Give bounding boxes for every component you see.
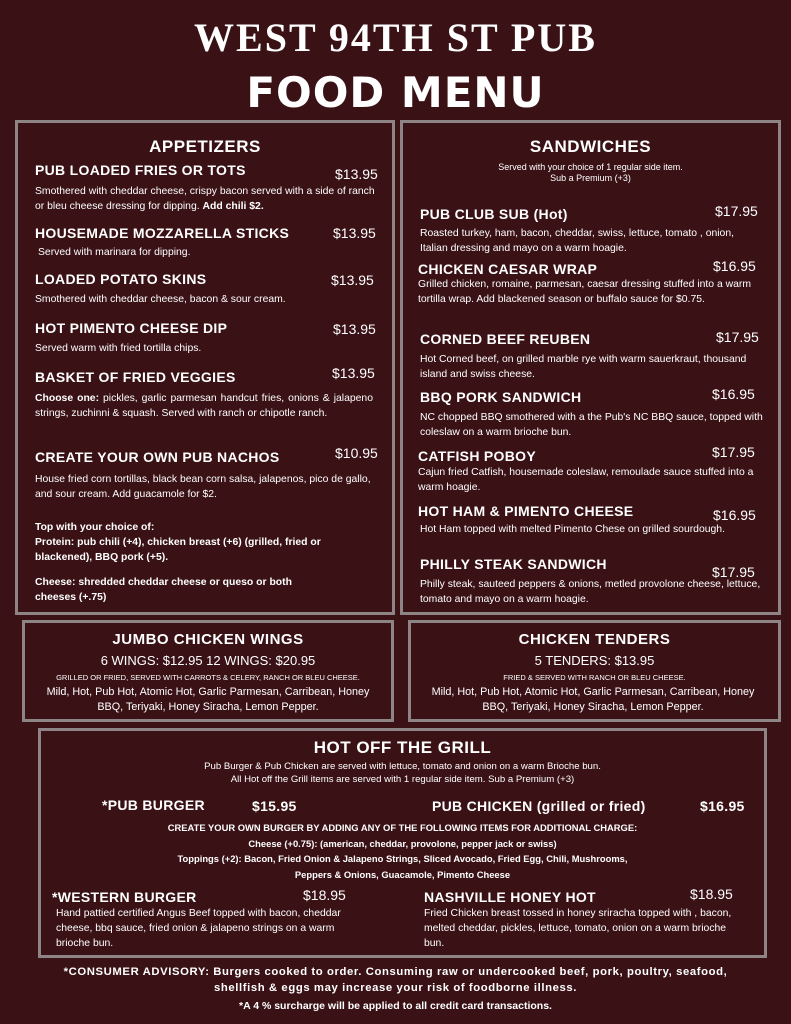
menu-title: FOOD MENU — [246, 68, 545, 117]
sandwich-desc: Cajun fried Catfish, housemade coleslaw, remoulade sauce stuffed into a warm hoagie. — [418, 467, 754, 493]
sandwich-name: HOT HAM & PIMENTO CHEESE — [418, 503, 634, 519]
grill-subtitle: Pub Burger & Pub Chicken are served with lettuce, tomato and onion on a warm Brioche bun. All Hot off the Grill items are served with 1 regular side item. Sub a Premium (+3) — [204, 761, 601, 785]
wings-prices: 6 WINGS: $12.95 12 WINGS: $20.95 — [100, 653, 316, 668]
sandwich-desc: Hot Corned beef, on grilled marble rye with warm sauerkraut, thousand island and swiss cheese. — [420, 354, 747, 380]
appetizer-name: LOADED POTATO SKINS — [35, 271, 207, 287]
nacho-cheese-options: Cheese: shredded cheddar cheese or queso or both cheeses (+.75) — [35, 577, 292, 603]
tenders-prices: 5 TENDERS: $13.95 — [534, 653, 655, 668]
appetizer-desc: Served warm with fried tortilla chips. — [35, 343, 202, 354]
sandwich-price: $17.95 — [712, 564, 755, 580]
sandwich-price: $17.95 — [715, 203, 758, 219]
nashville-desc: Fried Chicken breast tossed in honey sriracha topped with , bacon, melted cheddar, pickles, lettuce, tomato, onion on a warm brioche bun. — [424, 908, 732, 949]
sandwiches-subtitle: Served with your choice of 1 regular side item. Sub a Premium (+3) — [498, 162, 683, 183]
appetizer-desc: House fried corn tortillas, black bean corn salsa, jalapenos, pico de gallo, and sour cream. Add guacamole for $2. — [35, 474, 371, 500]
pub-chicken-price: $16.95 — [700, 798, 745, 814]
appetizer-desc: Smothered with cheddar cheese, bacon & sour cream. — [35, 294, 286, 305]
appetizer-price: $13.95 — [333, 321, 376, 337]
appetizer-name: HOUSEMADE MOZZARELLA STICKS — [35, 225, 290, 241]
pub-chicken-name: PUB CHICKEN (grilled or fried) — [432, 798, 646, 814]
appetizer-desc: Choose one: pickles, garlic parmesan handcut fries, onions & jalapeno strings, zuchinni & squash. Served with ranch or chipotle ranch. — [35, 393, 373, 419]
appetizer-desc: Served with marinara for dipping. — [38, 247, 191, 258]
nashville-name: NASHVILLE HONEY HOT — [424, 889, 596, 905]
tenders-note: FRIED & SERVED WITH RANCH OR BLEU CHEESE. — [503, 673, 686, 682]
western-burger-name: *WESTERN BURGER — [52, 889, 197, 905]
sandwich-name: BBQ PORK SANDWICH — [420, 389, 582, 405]
sandwich-price: $17.95 — [712, 444, 755, 460]
sandwich-desc: Philly steak, sauteed peppers & onions, metled provolone cheese, lettuce, tomato and mayo on a warm hoagie. — [420, 579, 761, 605]
wings-note: GRILLED OR FRIED, SERVED WITH CARROTS & CELERY, RANCH OR BLEU CHEESE. — [56, 673, 360, 682]
wings-flavors: Mild, Hot, Pub Hot, Atomic Hot, Garlic Parmesan, Carribean, Honey BBQ, Teriyaki, Honey Siracha, Lemon Pepper. — [46, 686, 370, 713]
surcharge-notice: *A 4 % surcharge will be applied to all credit card transactions. — [239, 1000, 552, 1012]
western-burger-desc: Hand pattied certified Angus Beef topped with bacon, cheddar cheese, bbq sauce, fried onion & jalapeno strings on a warm brioche bun. — [56, 908, 341, 949]
sandwiches-title: SANDWICHES — [529, 137, 652, 156]
sandwich-desc: NC chopped BBQ smothered with a the Pub's NC BBQ sauce, topped with coleslaw on a warm brioche bun. — [420, 412, 763, 438]
consumer-advisory: *CONSUMER ADVISORY: Burgers cooked to order. Consuming raw or undercooked beef, pork, poultry, seafood, shellfish & eggs may increase your risk of foodborne illness. — [63, 966, 728, 994]
sandwich-desc: Grilled chicken, romaine, parmesan, caesar dressing stuffed into a warm tortilla wrap. Add blackened season or buffalo sauce for $0.75. — [418, 279, 752, 305]
sandwich-price: $16.95 — [713, 258, 756, 274]
wings-title: JUMBO CHICKEN WINGS — [112, 631, 304, 648]
grill-title: HOT OFF THE GRILL — [313, 738, 492, 757]
appetizer-price: $13.95 — [335, 166, 378, 182]
appetizer-name: PUB LOADED FRIES OR TOTS — [35, 162, 246, 178]
create-burger-info: CREATE YOUR OWN BURGER BY ADDING ANY OF THE FOLLOWING ITEMS FOR ADDITIONAL CHARGE: Cheese (+0.75): (american, cheddar, provolone, pepper jack or swiss) Toppings (+2): Bacon, Fried Onion & Jalapeno Strings, Sliced Avocado, Fried Egg, Chili, Mushrooms, Peppers & Onions, Guacamole, Pimento Cheese — [167, 822, 638, 880]
sandwich-name: CATFISH POBOY — [418, 448, 536, 464]
sandwich-name: CORNED BEEF REUBEN — [420, 331, 591, 347]
sandwich-desc: Roasted turkey, ham, bacon, cheddar, swiss, lettuce, tomato , onion, Italian dressing and mayo on a warm hoagie. — [420, 228, 735, 254]
tenders-flavors: Mild, Hot, Pub Hot, Atomic Hot, Garlic Parmesan, Carribean, Honey BBQ, Teriyaki, Honey Siracha, Lemon Pepper. — [431, 686, 755, 713]
appetizer-desc: Smothered with cheddar cheese, crispy bacon served with a side of ranch or bleu cheese dressing for dipping. Add chili $2. — [35, 186, 375, 212]
appetizer-price: $13.95 — [331, 272, 374, 288]
sandwich-price: $16.95 — [712, 386, 755, 402]
sandwich-name: PHILLY STEAK SANDWICH — [420, 556, 607, 572]
sandwich-desc: Hot Ham topped with melted Pimento Chese on grilled sourdough. — [420, 524, 725, 535]
sandwich-name: CHICKEN CAESAR WRAP — [418, 261, 598, 277]
pub-burger-price: $15.95 — [252, 798, 297, 814]
appetizer-price: $13.95 — [332, 365, 375, 381]
sandwich-name: PUB CLUB SUB (Hot) — [420, 206, 568, 222]
appetizer-name: CREATE YOUR OWN PUB NACHOS — [35, 449, 280, 465]
sandwich-price: $17.95 — [716, 329, 759, 345]
nacho-protein-options: Protein: pub chili (+4), chicken breast (+6) (grilled, fried or blackened), BBQ pork (+5). — [35, 537, 321, 563]
appetizers-title: APPETIZERS — [149, 137, 261, 156]
sandwich-price: $16.95 — [713, 507, 756, 523]
nacho-toppings-title: Top with your choice of: — [35, 522, 155, 533]
appetizer-name: HOT PIMENTO CHEESE DIP — [35, 320, 228, 336]
appetizer-price: $10.95 — [335, 445, 378, 461]
appetizer-name: BASKET OF FRIED VEGGIES — [35, 369, 236, 385]
pub-name: WEST 94TH ST PUB — [194, 15, 597, 60]
appetizer-price: $13.95 — [333, 225, 376, 241]
western-burger-price: $18.95 — [303, 887, 346, 903]
nashville-price: $18.95 — [690, 886, 733, 902]
tenders-title: CHICKEN TENDERS — [518, 631, 671, 648]
pub-burger-name: *PUB BURGER — [102, 797, 205, 813]
